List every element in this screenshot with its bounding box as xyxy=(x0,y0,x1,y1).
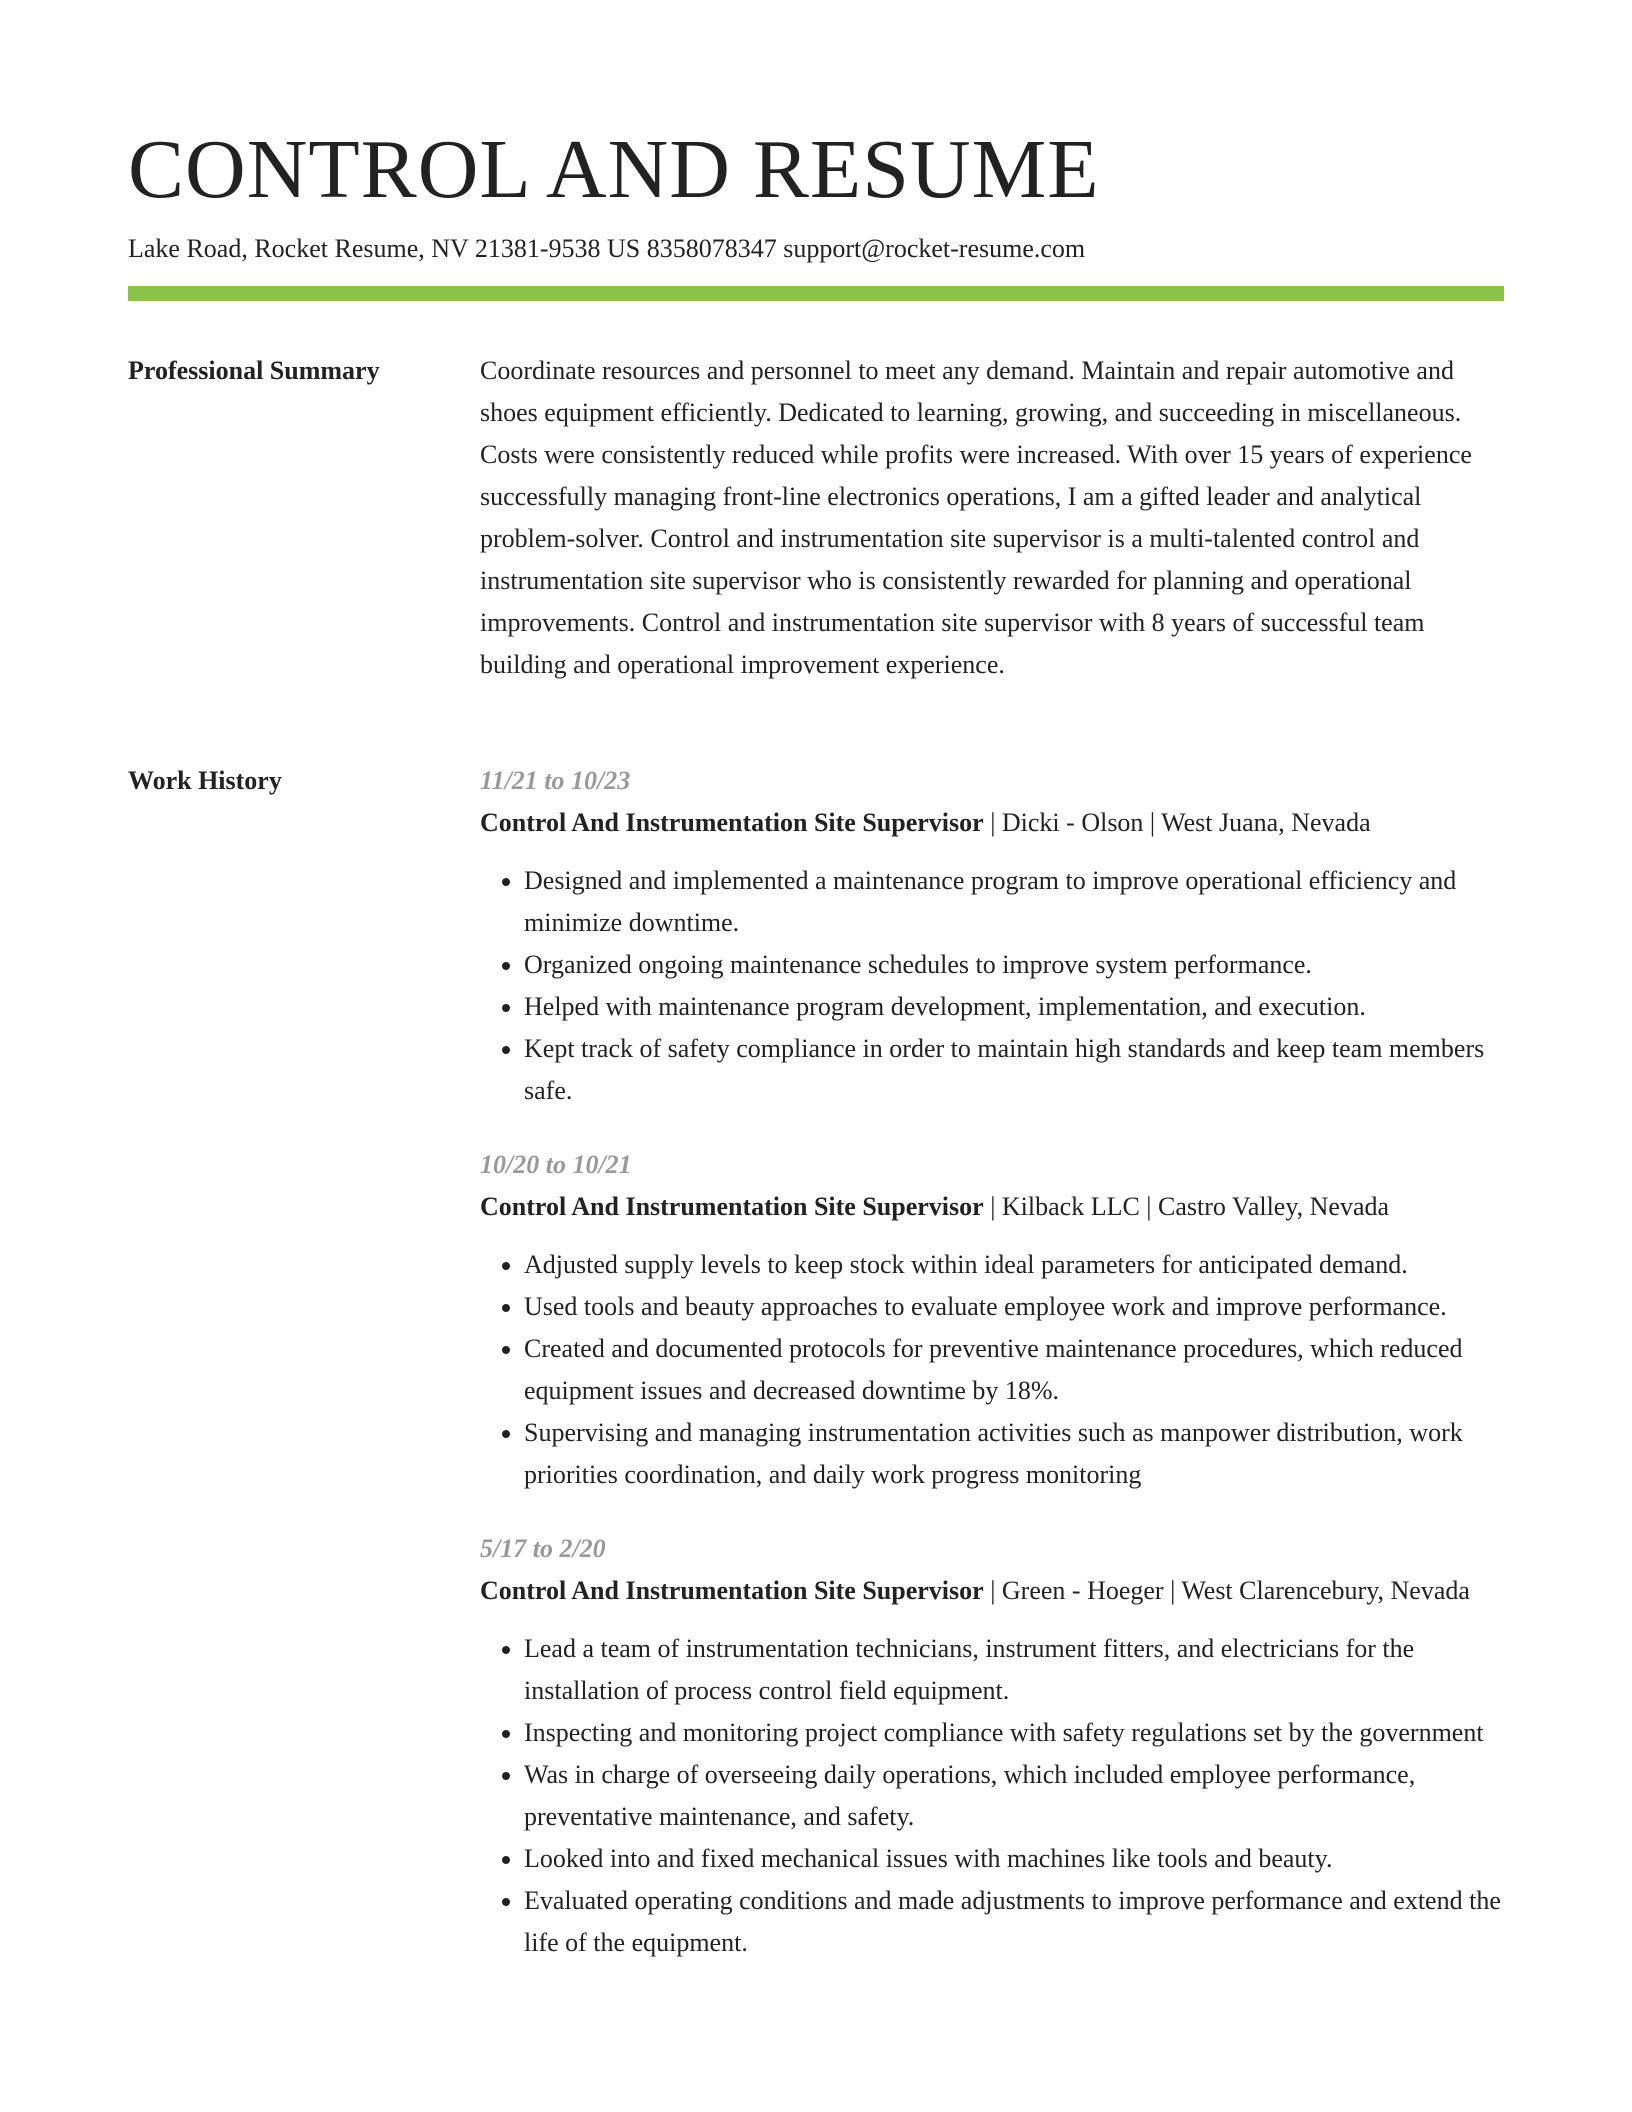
contact-info: Lake Road, Rocket Resume, NV 21381-9538 US 8358078347 support@rocket-resume.com xyxy=(128,234,1086,263)
job-employer-location: | Green - Hoeger | West Clarencebury, Nevada xyxy=(983,1576,1470,1605)
job-bullet: • Organized ongoing maintenance schedules to improve system performance. xyxy=(524,944,1504,986)
job-bullet-list xyxy=(480,1244,1504,1496)
job-bullet: • Evaluated operating conditions and made adjustments to improve performance and extend the life of the equipment. xyxy=(524,1880,1504,1964)
job-heading xyxy=(480,1186,1504,1228)
job-dates: 10/20 to 10/21 xyxy=(480,1150,632,1179)
section-label-professional-summary: Professional Summary xyxy=(128,356,380,385)
job-heading xyxy=(480,802,1504,844)
job-bullet: • Used tools and beauty approaches to evaluate employee work and improve performance. xyxy=(524,1286,1504,1328)
job-heading xyxy=(480,1570,1504,1612)
job-bullet: • Supervising and managing instrumentation activities such as manpower distribution, work priorities coordination, and daily work progress monitoring xyxy=(524,1412,1504,1496)
job-bullet-list xyxy=(480,860,1504,1112)
job-entry xyxy=(480,760,1504,1112)
job-title: Control And Instrumentation Site Supervisor xyxy=(480,1576,984,1605)
section-label-work-history: Work History xyxy=(128,766,282,795)
header-divider xyxy=(128,286,1504,301)
job-bullet-list xyxy=(480,1628,1504,1964)
job-employer-location: | Dicki - Olson | West Juana, Nevada xyxy=(983,808,1371,837)
job-title: Control And Instrumentation Site Supervisor xyxy=(480,808,984,837)
summary-text: Coordinate resources and personnel to meet any demand. Maintain and repair automotive and shoes equipment efficiently. Dedicated to learning, growing, and succeeding in miscellaneous. Costs were consistently reduced while profits were increased. With over 15 years of experience successfully managing front-line electronics operations, I am a gifted leader and analytical problem-solver. Control and instrumentation site supervisor is a multi-talented control and instrumentation site supervisor who is consistently rewarded for planning and operational improvements. Control and instrumentation site supervisor with 8 years of successful team building and operational improvement experience. xyxy=(480,356,1472,679)
job-bullet: • Lead a team of instrumentation technicians, instrument fitters, and electricians for the installation of process control field equipment. xyxy=(524,1628,1504,1712)
candidate-name: CONTROL AND RESUME xyxy=(128,123,1100,216)
job-bullet: • Adjusted supply levels to keep stock within ideal parameters for anticipated demand. xyxy=(524,1244,1504,1286)
job-entry xyxy=(480,1528,1504,1964)
summary-body xyxy=(480,350,1504,686)
work-history-body xyxy=(480,760,1504,1996)
job-dates: 11/21 to 10/23 xyxy=(480,766,631,795)
job-bullet: • Was in charge of overseeing daily operations, which included employee performance, preventative maintenance, and safety. xyxy=(524,1754,1504,1838)
job-entry xyxy=(480,1144,1504,1496)
job-title: Control And Instrumentation Site Supervisor xyxy=(480,1192,984,1221)
job-employer-location: | Kilback LLC | Castro Valley, Nevada xyxy=(983,1192,1390,1221)
job-bullet: • Helped with maintenance program development, implementation, and execution. xyxy=(524,986,1504,1028)
job-bullet: • Designed and implemented a maintenance program to improve operational efficiency and minimize downtime. xyxy=(524,860,1504,944)
job-bullet: • Kept track of safety compliance in order to maintain high standards and keep team members safe. xyxy=(524,1028,1504,1112)
job-bullet: • Inspecting and monitoring project compliance with safety regulations set by the government xyxy=(524,1712,1504,1754)
job-bullet: • Looked into and fixed mechanical issues with machines like tools and beauty. xyxy=(524,1838,1504,1880)
job-dates: 5/17 to 2/20 xyxy=(480,1534,606,1563)
job-bullet: • Created and documented protocols for preventive maintenance procedures, which reduced equipment issues and decreased downtime by 18%. xyxy=(524,1328,1504,1412)
